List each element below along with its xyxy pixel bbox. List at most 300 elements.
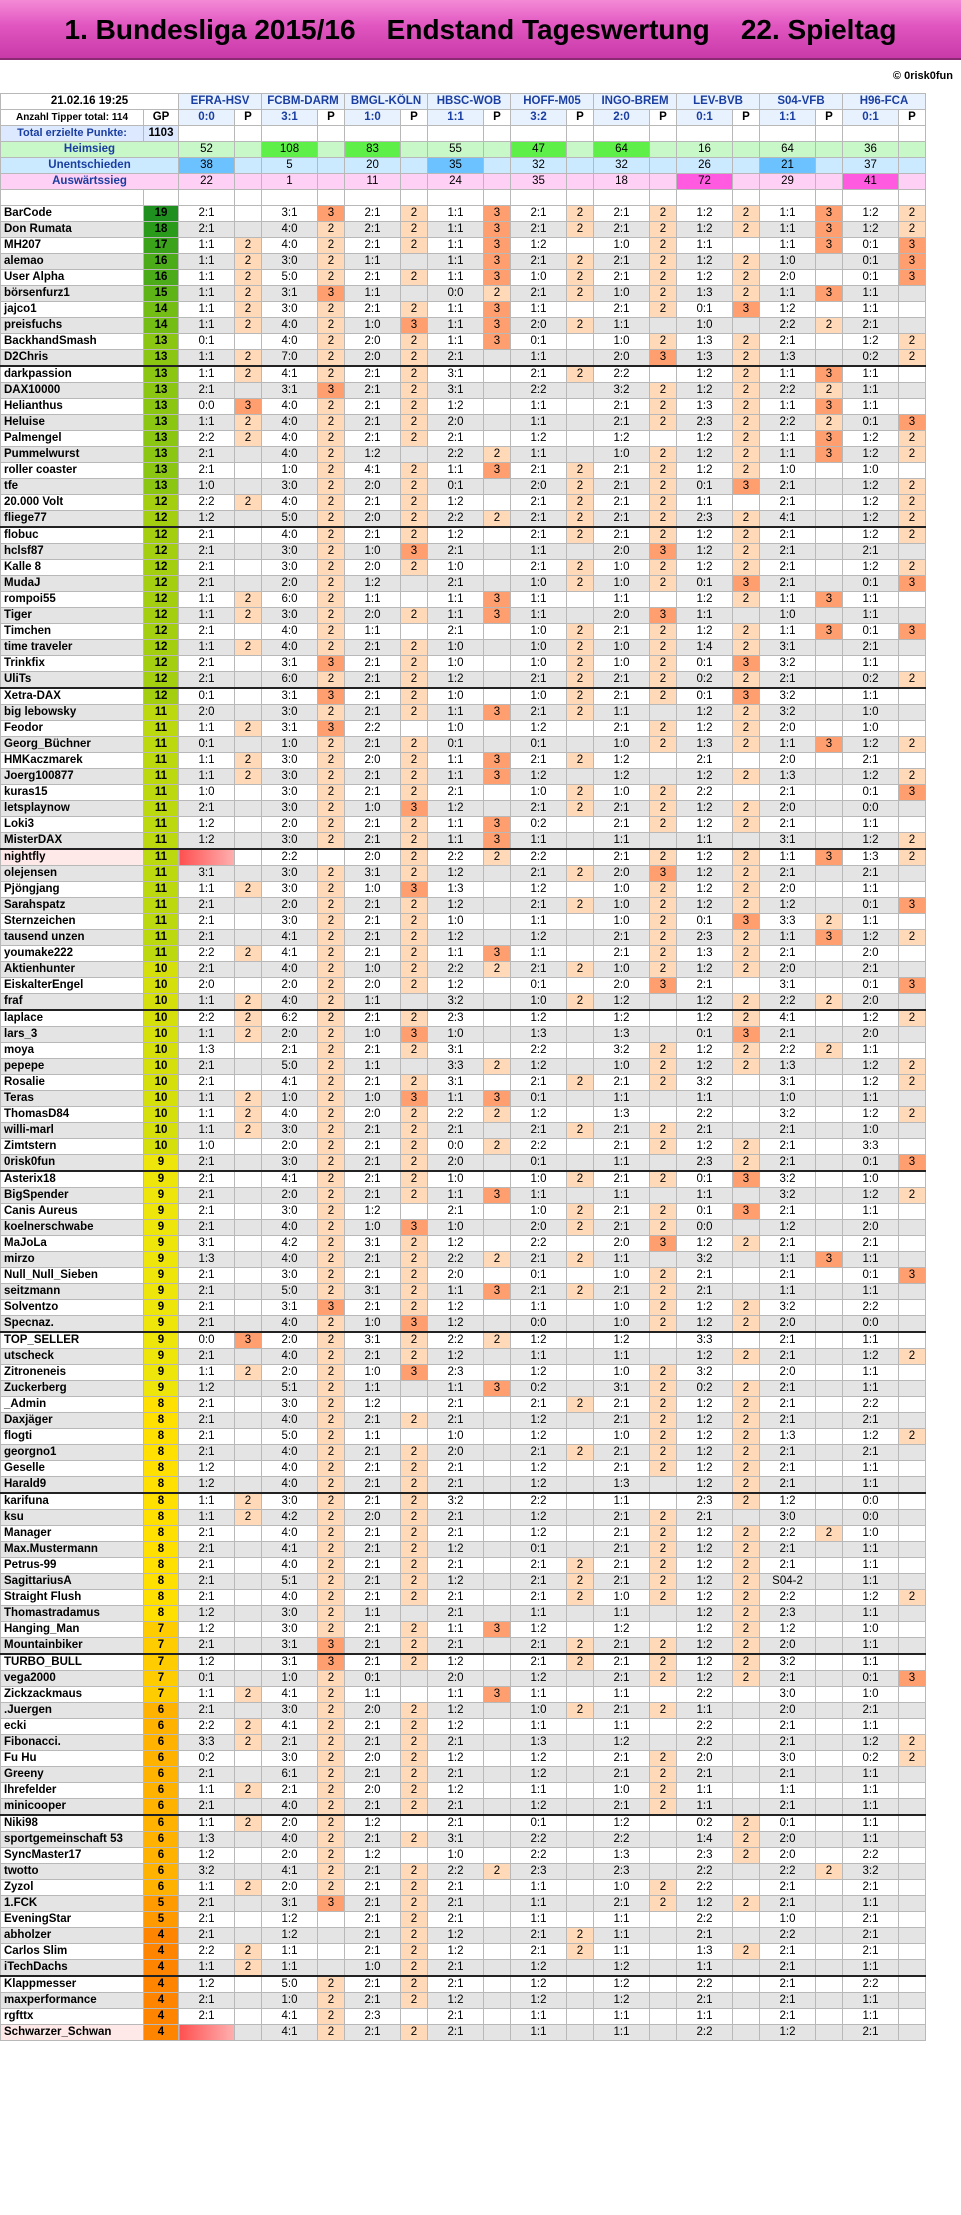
tip-value: 3:1 (345, 1332, 401, 1349)
tip-value: 2:0 (179, 705, 235, 721)
tip-points (899, 1960, 926, 1977)
empty-cell (144, 190, 179, 206)
player-name[interactable]: Sternzeichen (1, 914, 144, 930)
tip-value: 0:1 (511, 334, 567, 350)
player-name[interactable]: laplace (1, 1010, 144, 1027)
player-name[interactable]: Zickzackmaus (1, 1687, 144, 1703)
player-row (1, 1268, 926, 1284)
tip-points (401, 1671, 428, 1687)
tip-points: 2 (650, 1316, 677, 1333)
player-name[interactable]: Asterix18 (1, 1171, 144, 1188)
tip-points (401, 2009, 428, 2025)
player-name[interactable]: Zyzol (1, 1880, 144, 1896)
tip-points: 2 (401, 1832, 428, 1848)
tip-value: 1:2 (843, 1735, 899, 1751)
tip-value: 2:0 (345, 1510, 401, 1526)
tip-value: 4:1 (262, 946, 318, 962)
tip-value: 2:1 (677, 978, 733, 994)
tip-points: 2 (235, 608, 262, 624)
tip-points (235, 978, 262, 994)
player-name[interactable]: Teras (1, 1091, 144, 1107)
tip-value: 1:0 (345, 1316, 401, 1333)
tip-points (235, 1268, 262, 1284)
player-gp: 12 (144, 495, 179, 511)
tip-points (484, 2009, 511, 2025)
tip-points: 3 (318, 656, 345, 672)
player-name[interactable]: utscheck (1, 1349, 144, 1365)
player-name[interactable]: Fu Hu (1, 1751, 144, 1767)
player-name[interactable]: SyncMaster17 (1, 1848, 144, 1864)
tip-points: 2 (733, 1429, 760, 1445)
tip-points (484, 1300, 511, 1316)
stat-spacer (401, 158, 428, 174)
player-row (1, 576, 926, 592)
player-name[interactable]: time traveler (1, 640, 144, 656)
player-name[interactable]: Xetra-DAX (1, 688, 144, 705)
tip-points (484, 640, 511, 656)
tip-value: 2:1 (345, 640, 401, 656)
tip-value: 3:0 (262, 479, 318, 495)
player-name[interactable]: Daxjäger (1, 1413, 144, 1429)
tip-points: 2 (733, 1381, 760, 1397)
tip-points: 2 (318, 962, 345, 978)
stat-value: 32 (511, 158, 567, 174)
tip-points: 2 (567, 1703, 594, 1719)
player-name[interactable]: flobuc (1, 527, 144, 544)
tip-points (235, 801, 262, 817)
tip-value: 1:0 (843, 1171, 899, 1188)
player-name[interactable]: Klappmesser (1, 1976, 144, 1993)
tip-value: 2:2 (428, 1252, 484, 1268)
tip-value: 1:1 (262, 1960, 318, 1977)
tip-value: 0:2 (179, 1751, 235, 1767)
tip-value: 1:1 (677, 1703, 733, 1719)
player-name[interactable]: hclsf87 (1, 544, 144, 560)
tip-value: 1:2 (511, 1960, 567, 1977)
player-name[interactable]: pepepe (1, 1059, 144, 1075)
player-gp: 11 (144, 801, 179, 817)
tip-value: 2:1 (511, 866, 567, 882)
tip-value: 2:1 (179, 1188, 235, 1204)
tip-points (899, 1381, 926, 1397)
tip-points (816, 1220, 843, 1236)
player-name[interactable]: abholzer (1, 1928, 144, 1944)
tip-value: 1:1 (179, 1091, 235, 1107)
tip-points: 3 (484, 1091, 511, 1107)
tip-value: 1:3 (760, 769, 816, 785)
player-name[interactable]: BackhandSmash (1, 334, 144, 350)
player-name[interactable]: Hanging_Man (1, 1622, 144, 1638)
player-name[interactable]: Heluise (1, 415, 144, 431)
tip-points (235, 1429, 262, 1445)
tip-value: 1:1 (760, 399, 816, 415)
player-name[interactable]: fliege77 (1, 511, 144, 528)
player-gp: 6 (144, 1815, 179, 1832)
tip-value: 1:1 (511, 447, 567, 463)
tip-value: 1:1 (843, 1477, 899, 1494)
tip-points: 2 (401, 1558, 428, 1574)
tip-value: 1:0 (594, 1300, 650, 1316)
tip-points (733, 978, 760, 994)
tip-value: 1:1 (677, 608, 733, 624)
tip-value: 1:1 (511, 1880, 567, 1896)
player-name[interactable]: kuras15 (1, 785, 144, 801)
tip-value: 2:1 (594, 1461, 650, 1477)
credit-label: © 0risk0fun (892, 70, 953, 82)
player-name[interactable]: SagittariusA (1, 1574, 144, 1590)
player-name[interactable]: D2Chris (1, 350, 144, 367)
p-header: P (650, 110, 677, 126)
tip-points (484, 1993, 511, 2009)
tip-points (650, 1960, 677, 1977)
tip-points: 2 (650, 672, 677, 689)
player-name[interactable]: flogti (1, 1429, 144, 1445)
player-name[interactable]: MudaJ (1, 576, 144, 592)
tip-points: 3 (733, 479, 760, 495)
tip-value: 1:0 (760, 608, 816, 624)
player-row (1, 1171, 926, 1188)
tip-points: 2 (401, 366, 428, 383)
tip-value: 1:1 (760, 1252, 816, 1268)
player-name[interactable]: Manager (1, 1526, 144, 1542)
player-name[interactable]: EiskalterEngel (1, 978, 144, 994)
tip-points: 2 (318, 1155, 345, 1172)
player-name[interactable]: ThomasD84 (1, 1107, 144, 1123)
tip-value: 2:1 (511, 1284, 567, 1300)
player-name[interactable]: _Admin (1, 1397, 144, 1413)
tip-points (484, 1815, 511, 1832)
tip-points (733, 1703, 760, 1719)
tip-value: 1:0 (345, 882, 401, 898)
tip-points (816, 1622, 843, 1638)
player-name[interactable]: MaJoLa (1, 1236, 144, 1252)
tip-value: 2:0 (345, 560, 401, 576)
tip-points (899, 544, 926, 560)
tip-value: 3:1 (345, 1284, 401, 1300)
player-name[interactable]: ecki (1, 1719, 144, 1735)
player-name[interactable]: MisterDAX (1, 833, 144, 850)
player-name[interactable]: letsplaynow (1, 801, 144, 817)
tip-value: 0:1 (843, 1268, 899, 1284)
tip-points (816, 1493, 843, 1510)
player-name[interactable]: Petrus-99 (1, 1558, 144, 1574)
tip-points: 2 (235, 946, 262, 962)
tip-points (235, 383, 262, 399)
tip-points: 2 (816, 1043, 843, 1059)
stat-value: 64 (594, 142, 650, 158)
tip-points: 3 (318, 286, 345, 302)
tip-value: 0:2 (677, 1381, 733, 1397)
player-name[interactable]: Aktienhunter (1, 962, 144, 978)
player-name[interactable]: fraf (1, 994, 144, 1011)
player-name[interactable]: moya (1, 1043, 144, 1059)
tip-value: 1:1 (179, 1493, 235, 1510)
tip-value: 1:1 (179, 721, 235, 737)
player-name[interactable]: Helianthus (1, 399, 144, 415)
tip-value: 1:2 (677, 721, 733, 737)
stat-row (1, 174, 926, 190)
tip-points: 2 (235, 286, 262, 302)
player-name[interactable]: TOP_SELLER (1, 1332, 144, 1349)
player-name[interactable]: Solventzo (1, 1300, 144, 1316)
player-name[interactable]: Zitroneneis (1, 1365, 144, 1381)
player-name[interactable]: Rosalie (1, 1075, 144, 1091)
tip-points: 2 (650, 1365, 677, 1381)
tip-value: 2:1 (179, 1993, 235, 2009)
player-row (1, 1896, 926, 1912)
tip-points (567, 447, 594, 463)
tip-value: 1:2 (428, 978, 484, 994)
player-name[interactable]: Niki98 (1, 1815, 144, 1832)
player-name[interactable]: Specnaz. (1, 1316, 144, 1333)
player-name[interactable]: User Alpha (1, 270, 144, 286)
player-name[interactable]: alemao (1, 254, 144, 270)
player-name[interactable]: Zimtstern (1, 1139, 144, 1155)
tip-value: 3:2 (594, 1043, 650, 1059)
player-name[interactable]: Don Rumata (1, 222, 144, 238)
tip-value: 2:1 (428, 2025, 484, 2041)
tip-value: 3:2 (760, 656, 816, 672)
player-name[interactable]: Fibonacci. (1, 1735, 144, 1751)
player-name[interactable]: Geselle (1, 1461, 144, 1477)
tip-points: 3 (484, 1622, 511, 1638)
tip-value: 5:0 (262, 270, 318, 286)
stat-value: 36 (843, 142, 899, 158)
player-name[interactable]: Tiger (1, 608, 144, 624)
tip-points (899, 463, 926, 479)
player-name[interactable]: Carlos Slim (1, 1944, 144, 1960)
player-gp: 7 (144, 1654, 179, 1671)
player-name[interactable]: preisfuchs (1, 318, 144, 334)
tip-value: 2:2 (428, 1107, 484, 1123)
player-name[interactable]: Schwarzer_Schwan (1, 2025, 144, 2041)
tip-points (484, 1043, 511, 1059)
player-name[interactable]: olejensen (1, 866, 144, 882)
tip-value: 2:0 (843, 1220, 899, 1236)
player-name[interactable]: Pjöngjang (1, 882, 144, 898)
player-name[interactable]: ksu (1, 1510, 144, 1526)
player-name[interactable]: tausend unzen (1, 930, 144, 946)
player-name[interactable]: börsenfurz1 (1, 286, 144, 302)
player-gp: 14 (144, 318, 179, 334)
tip-value: 1:0 (594, 238, 650, 254)
tip-value: 2:1 (179, 1075, 235, 1091)
player-name[interactable]: Palmengel (1, 431, 144, 447)
tip-points: 2 (899, 1107, 926, 1123)
player-name[interactable]: roller coaster (1, 463, 144, 479)
tip-value: 1:2 (677, 366, 733, 383)
player-name[interactable]: Harald9 (1, 1477, 144, 1494)
tip-value: 1:2 (843, 560, 899, 576)
tip-points: 3 (484, 302, 511, 318)
player-name[interactable]: EveningStar (1, 1912, 144, 1928)
tip-points (567, 1912, 594, 1928)
tip-points: 2 (650, 1654, 677, 1671)
tip-value: 1:0 (511, 1204, 567, 1220)
player-row (1, 1848, 926, 1864)
tip-points: 2 (235, 1493, 262, 1510)
player-name[interactable]: tfe (1, 479, 144, 495)
tip-value: 1:1 (179, 640, 235, 656)
tip-points: 2 (733, 511, 760, 528)
player-name[interactable]: darkpassion (1, 366, 144, 383)
tip-value: 4:0 (262, 1349, 318, 1365)
tip-value: 1:1 (428, 334, 484, 350)
player-name[interactable]: 1.FCK (1, 1896, 144, 1912)
player-name[interactable]: 0risk0fun (1, 1155, 144, 1172)
player-name[interactable]: rgfttx (1, 2009, 144, 2025)
player-name[interactable]: vega2000 (1, 1671, 144, 1687)
player-name[interactable]: BarCode (1, 206, 144, 222)
player-name[interactable]: UliTs (1, 672, 144, 689)
tip-points (650, 1188, 677, 1204)
tip-value: 1:2 (677, 624, 733, 640)
empty-cell (235, 126, 262, 142)
player-name[interactable]: lars_3 (1, 1027, 144, 1043)
player-name[interactable]: Pummelwurst (1, 447, 144, 463)
player-name[interactable]: Joerg100877 (1, 769, 144, 785)
player-name[interactable]: sportgemeinschaft 53 (1, 1832, 144, 1848)
tip-value: 1:1 (179, 1960, 235, 1977)
tip-value: 1:1 (677, 238, 733, 254)
player-name[interactable]: big lebowsky (1, 705, 144, 721)
tip-points (650, 1976, 677, 1993)
tip-value: 2:2 (760, 318, 816, 334)
tip-points: 2 (235, 1944, 262, 1960)
tip-points (401, 994, 428, 1011)
header-row-matches (1, 94, 926, 110)
tip-points (567, 399, 594, 415)
tip-value: 1:1 (843, 1542, 899, 1558)
tip-value: 1:0 (262, 1671, 318, 1687)
tip-points (567, 1188, 594, 1204)
tip-value: 1:1 (677, 1960, 733, 1977)
player-name[interactable]: HMKaczmarek (1, 753, 144, 769)
player-name[interactable]: Trinkfix (1, 656, 144, 672)
tip-value: 1:2 (677, 1622, 733, 1638)
tip-points: 2 (318, 1059, 345, 1075)
player-name[interactable]: Mountainbiker (1, 1638, 144, 1655)
player-name[interactable]: mirzo (1, 1252, 144, 1268)
tip-value: 2:1 (345, 1896, 401, 1912)
player-name[interactable]: Max.Mustermann (1, 1542, 144, 1558)
tip-value: 1:2 (677, 1010, 733, 1027)
tip-value: 2:1 (428, 1815, 484, 1832)
tip-value: 3:2 (677, 1252, 733, 1268)
tip-value: 2:0 (760, 1832, 816, 1848)
player-name[interactable]: karifuna (1, 1493, 144, 1510)
player-name[interactable]: Feodor (1, 721, 144, 737)
player-name[interactable]: Canis Aureus (1, 1204, 144, 1220)
player-name[interactable]: Timchen (1, 624, 144, 640)
player-name[interactable]: youmake222 (1, 946, 144, 962)
player-name[interactable]: georgno1 (1, 1445, 144, 1461)
player-name[interactable]: maxperformance (1, 1993, 144, 2009)
player-row (1, 1606, 926, 1622)
player-name[interactable]: Kalle 8 (1, 560, 144, 576)
tip-points (816, 1767, 843, 1783)
tip-points: 3 (401, 1316, 428, 1333)
player-name[interactable]: Thomastradamus (1, 1606, 144, 1622)
tip-value: 2:1 (594, 624, 650, 640)
tip-value: 1:1 (345, 1687, 401, 1703)
player-name[interactable]: Straight Flush (1, 1590, 144, 1606)
tip-points: 2 (816, 383, 843, 399)
tip-value: 1:2 (843, 222, 899, 238)
tip-value: 1:2 (594, 994, 650, 1011)
player-name[interactable]: 20.000 Volt (1, 495, 144, 511)
tip-value: 1:2 (677, 1606, 733, 1622)
player-name[interactable]: koelnerschwabe (1, 1220, 144, 1236)
tip-value: 4:0 (262, 1445, 318, 1461)
tip-value: 4:0 (262, 415, 318, 431)
player-name[interactable]: Null_Null_Sieben (1, 1268, 144, 1284)
tip-points: 2 (318, 705, 345, 721)
tip-value: 2:0 (345, 753, 401, 769)
player-name[interactable]: Greeny (1, 1767, 144, 1783)
player-name[interactable]: Georg_Büchner (1, 737, 144, 753)
tip-points: 2 (650, 1880, 677, 1896)
player-name[interactable]: iTechDachs (1, 1960, 144, 1977)
player-name[interactable]: Loki3 (1, 817, 144, 833)
tip-points (899, 608, 926, 624)
player-row (1, 946, 926, 962)
tip-value: 4:0 (262, 1413, 318, 1429)
player-name[interactable]: Sarahspatz (1, 898, 144, 914)
tip-points: 2 (318, 1365, 345, 1381)
player-row (1, 1864, 926, 1880)
player-name[interactable]: Zuckerberg (1, 1381, 144, 1397)
player-name[interactable]: nightfly (1, 849, 144, 866)
tip-value: 0:1 (428, 737, 484, 753)
player-name[interactable]: MH207 (1, 238, 144, 254)
player-name[interactable]: TURBO_BULL (1, 1654, 144, 1671)
player-name[interactable]: .Juergen (1, 1703, 144, 1719)
tip-points: 3 (484, 334, 511, 350)
tip-value: 3:1 (262, 1300, 318, 1316)
tip-value: 3:2 (760, 705, 816, 721)
tip-points: 2 (401, 1799, 428, 1816)
tip-value: 1:0 (594, 737, 650, 753)
tip-points (484, 1155, 511, 1172)
player-name[interactable]: rompoi55 (1, 592, 144, 608)
player-name[interactable]: twotto (1, 1864, 144, 1880)
tip-value: 1:2 (511, 1365, 567, 1381)
tip-points (733, 318, 760, 334)
stat-spacer (484, 142, 511, 158)
tip-value: 2:1 (511, 705, 567, 721)
player-gp: 8 (144, 1445, 179, 1461)
tip-points: 2 (401, 1590, 428, 1606)
tip-value: 1:1 (428, 1284, 484, 1300)
tip-value: 1:1 (428, 833, 484, 850)
tip-value: 0:2 (677, 1815, 733, 1832)
player-name[interactable]: DAX10000 (1, 383, 144, 399)
player-name[interactable]: Ihrefelder (1, 1783, 144, 1799)
player-name[interactable]: minicooper (1, 1799, 144, 1816)
player-name[interactable]: willi-marl (1, 1123, 144, 1139)
tip-value: 2:3 (345, 2009, 401, 2025)
tip-value: 2:1 (760, 1236, 816, 1252)
tip-points (816, 1735, 843, 1751)
player-name[interactable]: jajco1 (1, 302, 144, 318)
player-name[interactable]: BigSpender (1, 1188, 144, 1204)
tip-value: 1:1 (594, 1719, 650, 1735)
stat-spacer (401, 142, 428, 158)
tip-points: 2 (567, 753, 594, 769)
tip-value: 4:0 (262, 1590, 318, 1606)
player-name[interactable]: seitzmann (1, 1284, 144, 1300)
